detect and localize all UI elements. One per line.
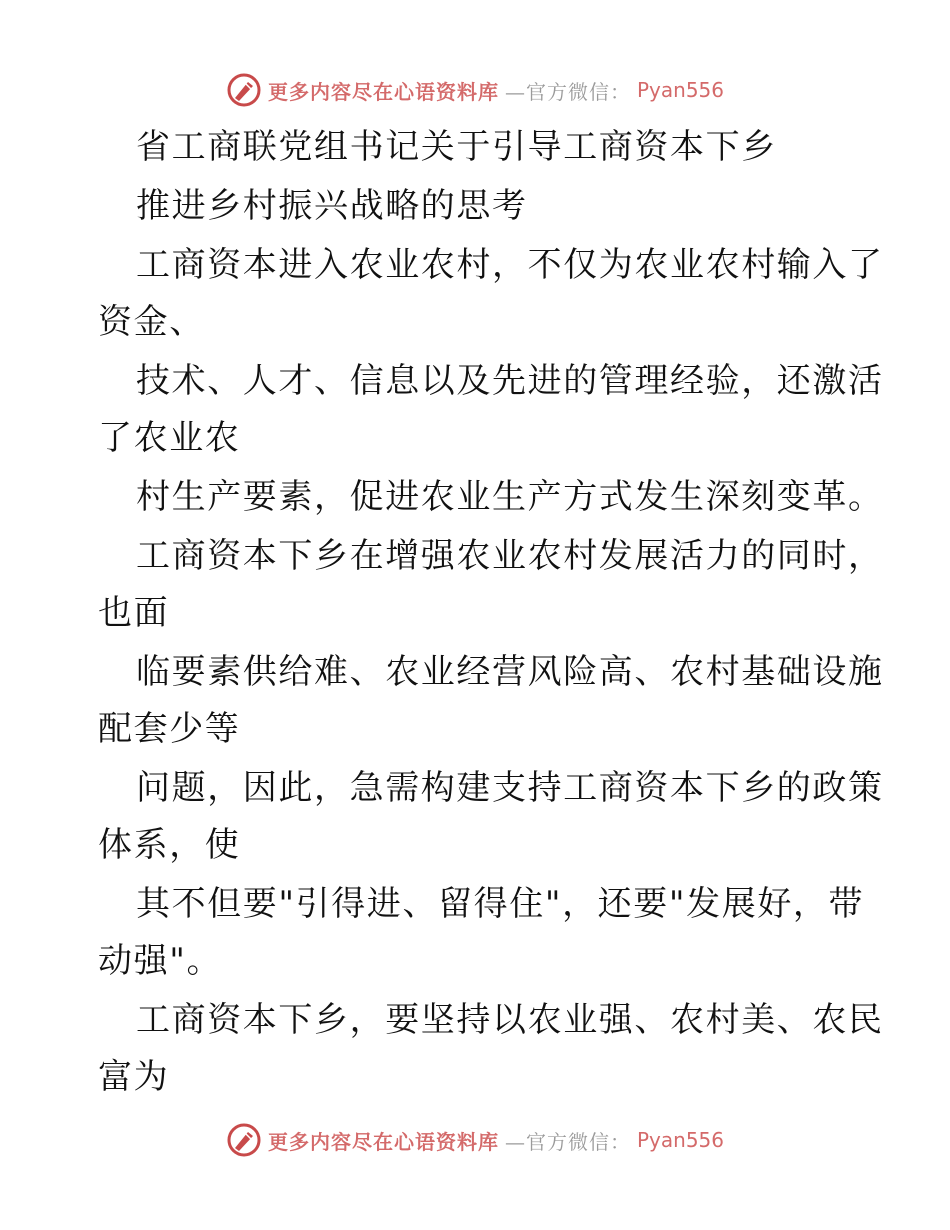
text-line: 了农业农 [98, 418, 241, 458]
banner-main-text: 更多内容尽在心语资料库 [267, 79, 499, 104]
text-line: 配套少等 [98, 709, 241, 749]
title-line-2: 推进乡村振兴战略的思考 [136, 186, 528, 226]
text-line: 技术、人才、信息以及先进的管理经验，还激活 [136, 361, 884, 401]
text-line: 问题，因此，急需构建支持工商资本下乡的政策 [136, 768, 884, 808]
footer-wechat-id: Pyan556 [636, 1128, 724, 1152]
pen-nib-logo-icon [226, 1122, 262, 1158]
title-line-1: 省工商联党组书记关于引导工商资本下乡 [136, 127, 777, 167]
text-line: 工商资本下乡，要坚持以农业强、农村美、农民 [136, 1000, 884, 1040]
banner-wechat-id: Pyan556 [636, 78, 724, 102]
text-line: 体系，使 [98, 825, 241, 865]
text-line: 也面 [98, 593, 170, 633]
text-line: 工商资本下乡在增强农业农村发展活力的同时， [136, 536, 884, 576]
text-line: 资金、 [98, 302, 205, 342]
footer-main-text: 更多内容尽在心语资料库 [267, 1129, 499, 1154]
text-line: 其不但要"引得进、留得住"，还要"发展好，带 [136, 884, 865, 924]
text-line: 动强"。 [98, 941, 223, 981]
text-line: 临要素供给难、农业经营风险高、农村基础设施 [136, 652, 884, 692]
footer-separator: —官方微信： [504, 1129, 631, 1154]
footer-banner [0, 1120, 950, 1160]
banner-separator: —官方微信： [504, 79, 631, 104]
text-line: 富为 [98, 1057, 170, 1097]
text-line: 村生产要素，促进农业生产方式发生深刻变革。 [136, 477, 884, 517]
text-line: 工商资本进入农业农村，不仅为农业农村输入了 [136, 245, 884, 285]
